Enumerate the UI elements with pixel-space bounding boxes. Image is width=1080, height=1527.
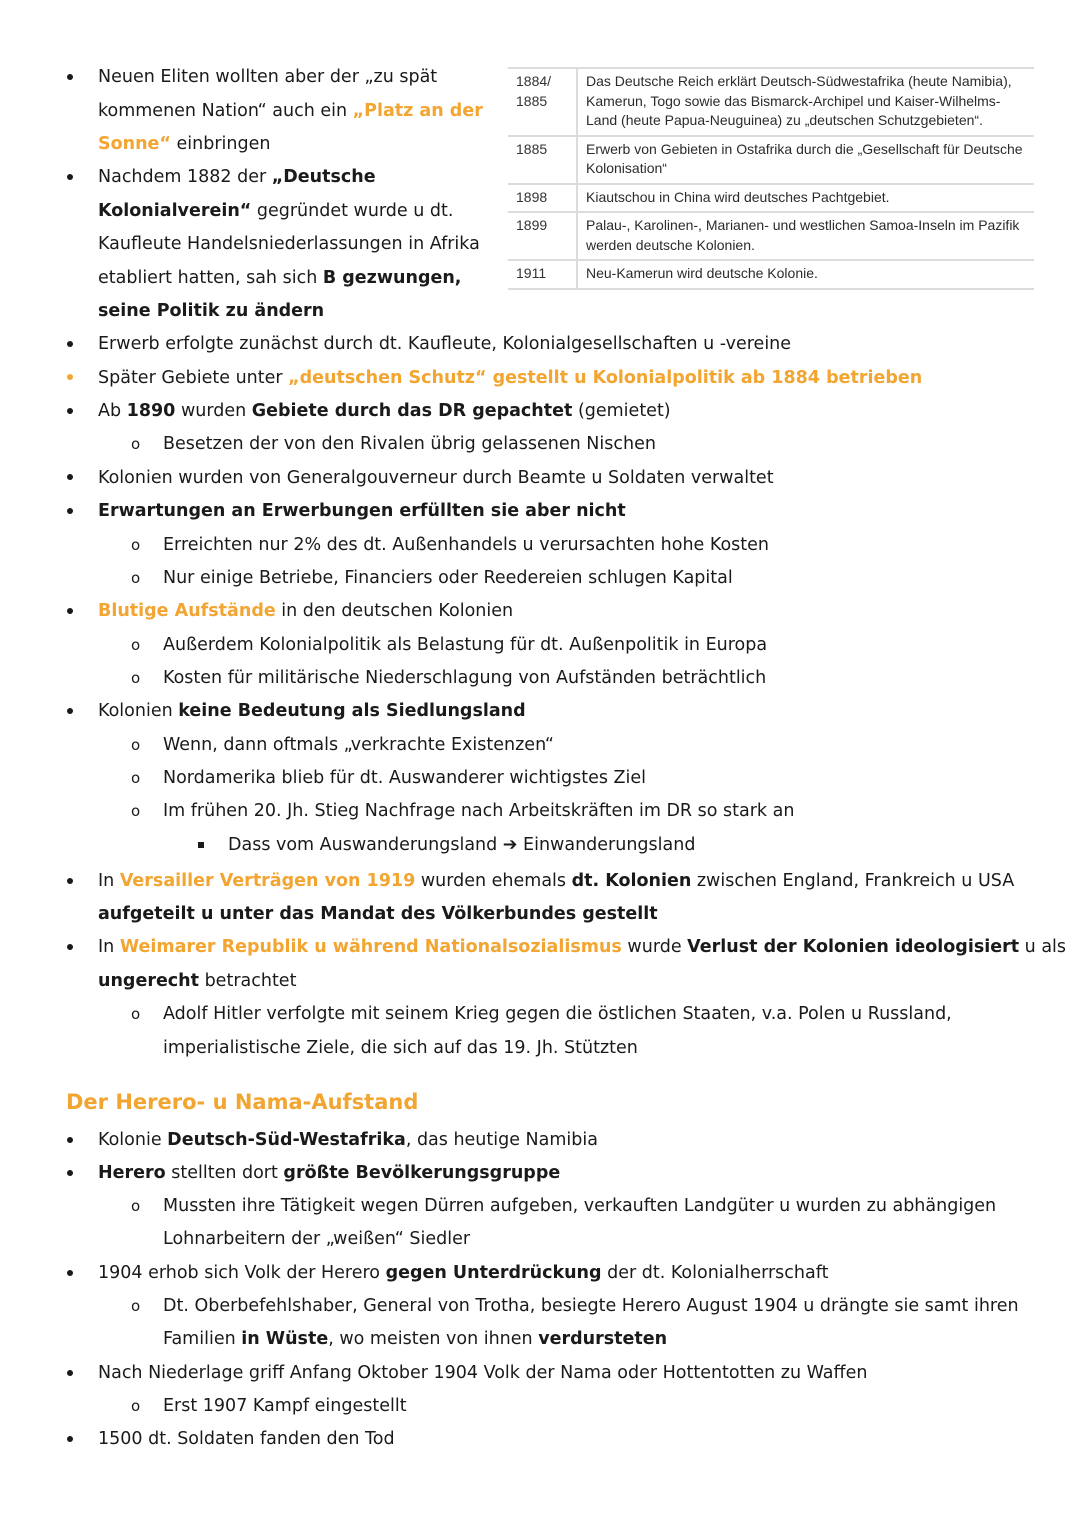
text: 1500 dt. Soldaten fanden den Tod (98, 1429, 395, 1449)
bold-text: B gezwungen, (322, 268, 462, 288)
bullet-dot (67, 374, 73, 380)
sub-bullet: o (131, 569, 141, 587)
sub-item (163, 666, 766, 690)
text: Nur einige Betriebe, Financiers oder Reedereien schlugen Kapital (163, 568, 733, 588)
sub-item (163, 432, 656, 456)
bullet-dot (67, 1170, 73, 1176)
list-item-cont (98, 969, 296, 993)
text: Später Gebiete unter (98, 368, 289, 388)
sub-item-cont (163, 1327, 667, 1351)
highlight: „Platz an der (352, 101, 483, 121)
highlight: Blutige Aufstände (98, 601, 276, 621)
list-item-cont (98, 266, 461, 290)
text: einbringen (170, 134, 271, 154)
text: Dt. Oberbefehlshaber, General von Trotha, besiegte Herero August 1904 u drängte sie samt ihren (163, 1296, 1019, 1316)
timeline-text: Das Deutsche Reich erklärt Deutsch-Südwestafrika (heute Namibia), Kamerun, Togo sowie das Bismarck-Archipel und Kaiser-Wilhelms-Land (heute Papua-Neuguinea) zu „deutschen Schutzgebieten“. (577, 68, 1034, 136)
sub-bullet: o (131, 435, 141, 453)
timeline-row (508, 184, 1034, 213)
list-item (98, 935, 1066, 959)
sub-sub-bullet (198, 842, 204, 848)
list-item (98, 466, 774, 490)
bold-text: aufgeteilt u unter das Mandat des Völkerbundes gestellt (98, 904, 658, 924)
list-item (98, 499, 626, 523)
list-item (98, 1161, 560, 1185)
bold-text: „Deutsche (271, 167, 376, 187)
sub-bullet: o (131, 1005, 141, 1023)
text: etabliert hatten, sah sich (98, 268, 323, 288)
timeline-row (508, 212, 1034, 260)
sub-item (163, 1194, 996, 1218)
bold-text: Gebiete durch das DR gepachtet (251, 401, 573, 421)
list-item (98, 869, 1014, 893)
sub-item (163, 1294, 1019, 1318)
highlight: Sonne“ (98, 134, 171, 154)
text: stellten dort (165, 1163, 284, 1183)
bold-text: verdursteten (538, 1329, 668, 1349)
timeline-text: Palau-, Karolinen-, Marianen- und westlichen Samoa-Inseln im Pazifik werden deutsche Kolonien. (577, 212, 1034, 260)
text: gegründet wurde u dt. (251, 201, 454, 221)
list-item (98, 65, 437, 89)
bullet-dot (67, 74, 73, 80)
list-item (98, 165, 376, 189)
bold-text: Deutsch-Süd-Westafrika (167, 1130, 406, 1150)
text: 1904 erhob sich Volk der Herero (98, 1263, 386, 1283)
text: der dt. Kolonialherrschaft (601, 1263, 829, 1283)
bullet-dot (67, 1270, 73, 1276)
bullet-dot (67, 944, 73, 950)
text: Dass vom Auswanderungsland ➔ Einwanderungsland (228, 835, 696, 855)
sub-bullet: o (131, 669, 141, 687)
bold-text: größte Bevölkerungsgruppe (283, 1163, 561, 1183)
bullet-dot (67, 878, 73, 884)
timeline-row (508, 136, 1034, 184)
bullet-dot (67, 341, 73, 347)
text: Erst 1907 Kampf eingestellt (163, 1396, 407, 1416)
bold-text: keine Bedeutung als Siedlungsland (178, 701, 526, 721)
sub-bullet: o (131, 636, 141, 654)
text: Erwerb erfolgte zunächst durch dt. Kaufleute, Kolonialgesellschaften u -vereine (98, 334, 792, 354)
text: Kolonie (98, 1130, 168, 1150)
text: wurden ehemals (415, 871, 572, 891)
text: in den deutschen Kolonien (275, 601, 514, 621)
list-item (98, 332, 791, 356)
sub-bullet: o (131, 1397, 141, 1415)
timeline-row (508, 260, 1034, 289)
timeline-table (508, 67, 1034, 290)
bullet-dot (67, 1436, 73, 1442)
timeline-year: 1911 (508, 260, 577, 289)
text: Kosten für militärische Niederschlagung von Aufständen beträchtlich (163, 668, 767, 688)
highlight: Weimarer Republik u während Nationalsozialismus (119, 937, 622, 957)
text: Familien (163, 1329, 242, 1349)
text: betrachtet (199, 971, 297, 991)
sub-item (163, 566, 733, 590)
bold-text: Erwartungen an Erwerbungen erfüllten sie aber nicht (98, 501, 626, 521)
sub-bullet: o (131, 736, 141, 754)
sub-item-cont (163, 1227, 470, 1251)
highlight: „deutschen Schutz“ gestellt u Kolonialpolitik ab 1884 betrieben (288, 368, 923, 388)
timeline-text: Kiautschou in China wird deutsches Pachtgebiet. (577, 184, 1034, 213)
bold-text: Herero (98, 1163, 166, 1183)
list-item (98, 1128, 598, 1152)
bold-text: dt. Kolonien (571, 871, 692, 891)
timeline-text: Neu-Kamerun wird deutsche Kolonie. (577, 260, 1034, 289)
bullet-dot (67, 408, 73, 414)
list-item (98, 1361, 867, 1385)
text: Kaufleute Handelsniederlassungen in Afrika (98, 234, 480, 254)
bullet-dot (67, 474, 73, 480)
text: Adolf Hitler verfolgte mit seinem Krieg gegen die östlichen Staaten, v.a. Polen u Russland, (163, 1004, 952, 1024)
list-item (98, 599, 513, 623)
text: wurden (175, 401, 252, 421)
sub-item (163, 1002, 952, 1026)
text: Nachdem 1882 der (98, 167, 272, 187)
list-item-cont (98, 232, 480, 256)
text: Mussten ihre Tätigkeit wegen Dürren aufgeben, verkauften Landgüter u wurden zu abhängigen (163, 1196, 997, 1216)
list-item-cont (98, 902, 658, 926)
sub-item (163, 766, 646, 790)
sub-bullet: o (131, 1297, 141, 1315)
list-item (98, 366, 922, 390)
bold-text: seine Politik zu ändern (98, 301, 325, 321)
timeline-year: 1885 (508, 136, 577, 184)
section-heading: Der Herero- u Nama-Aufstand (66, 1090, 419, 1114)
sub-item (163, 533, 769, 557)
timeline-year: 1898 (508, 184, 577, 213)
bullet-dot (67, 608, 73, 614)
text: Kolonien wurden von Generalgouverneur durch Beamte u Soldaten verwaltet (98, 468, 774, 488)
bullet-dot (67, 508, 73, 514)
list-item (98, 1261, 828, 1285)
list-item (98, 699, 526, 723)
list-item-cont (98, 199, 453, 223)
bullet-dot (67, 708, 73, 714)
timeline-text: Erwerb von Gebieten in Ostafrika durch die „Gesellschaft für Deutsche Kolonisation“ (577, 136, 1034, 184)
text: Wenn, dann oftmals „verkrachte Existenzen“ (163, 735, 554, 755)
bullet-dot (67, 174, 73, 180)
text: Nach Niederlage griff Anfang Oktober 1904 Volk der Nama oder Hottentotten zu Waffen (98, 1363, 868, 1383)
text: imperialistische Ziele, die sich auf das 19. Jh. Stützten (163, 1038, 638, 1058)
text: In (98, 937, 120, 957)
sub-bullet: o (131, 769, 141, 787)
list-item-cont (98, 299, 324, 323)
text: Im frühen 20. Jh. Stieg Nachfrage nach Arbeitskräften im DR so stark an (163, 801, 795, 821)
text: , das heutige Namibia (405, 1130, 598, 1150)
timeline-year: 1884/ 1885 (508, 68, 577, 136)
bold-text: ungerecht (98, 971, 200, 991)
text: kommenen Nation“ auch ein (98, 101, 353, 121)
sub-sub-item (228, 833, 695, 857)
text: In (98, 871, 120, 891)
list-item (98, 1427, 395, 1451)
sub-item (163, 733, 554, 757)
timeline-year: 1899 (508, 212, 577, 260)
sub-bullet: o (131, 1197, 141, 1215)
bold-text: in Wüste (241, 1329, 329, 1349)
text: Neuen Eliten wollten aber der „zu spät (98, 67, 438, 87)
text: Nordamerika blieb für dt. Auswanderer wichtigstes Ziel (163, 768, 647, 788)
sub-bullet: o (131, 536, 141, 554)
bullet-dot (67, 1370, 73, 1376)
text: wurde (621, 937, 688, 957)
bullet-dot (67, 1137, 73, 1143)
sub-item (163, 633, 767, 657)
text: Lohnarbeitern der „weißen“ Siedler (163, 1229, 471, 1249)
sub-bullet: o (131, 802, 141, 820)
bold-text: Kolonialverein“ (98, 201, 252, 221)
sub-item (163, 799, 794, 823)
sub-item (163, 1394, 407, 1418)
sub-item-cont (163, 1036, 638, 1060)
text: Erreichten nur 2% des dt. Außenhandels u verursachten hohe Kosten (163, 535, 770, 555)
text: Außerdem Kolonialpolitik als Belastung für dt. Außenpolitik in Europa (163, 635, 768, 655)
bold-text: 1890 (126, 401, 176, 421)
text: Besetzen der von den Rivalen übrig gelassenen Nischen (163, 434, 656, 454)
text: u als (1019, 937, 1067, 957)
text: Kolonien (98, 701, 179, 721)
timeline-row (508, 68, 1034, 136)
list-item-cont (98, 99, 483, 123)
highlight: Versailler Verträgen von 1919 (119, 871, 416, 891)
bold-text: Verlust der Kolonien ideologisiert (687, 937, 1020, 957)
list-item (98, 399, 671, 423)
list-item-cont (98, 132, 270, 156)
text: Ab (98, 401, 127, 421)
text: zwischen England, Frankreich u USA (691, 871, 1015, 891)
bold-text: gegen Unterdrückung (385, 1263, 602, 1283)
text: , wo meisten von ihnen (328, 1329, 539, 1349)
text: (gemietet) (572, 401, 671, 421)
